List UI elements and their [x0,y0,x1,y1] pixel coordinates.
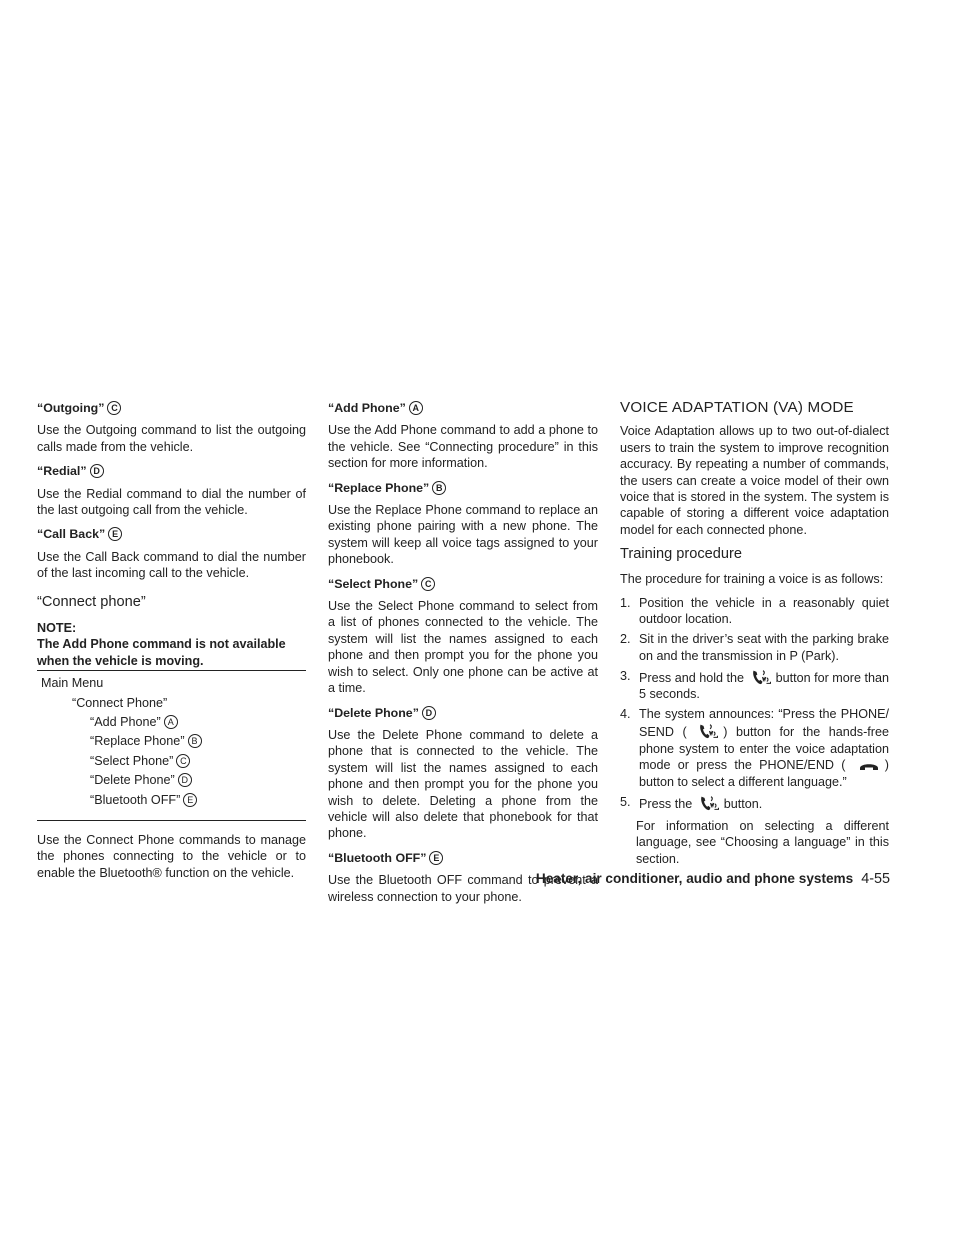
training-heading: Training procedure [620,546,742,563]
bluetooth-off-heading: “Bluetooth OFF” E [328,850,598,866]
menu-root: Main Menu [41,676,104,691]
column-right [620,398,889,867]
redial-text: Use the Redial command to dial the number of the last outgoing call from the vehicle. [37,486,306,518]
badge-e: E [183,793,197,807]
column-left [37,398,306,889]
badge-b: B [188,734,202,748]
badge-a: A [164,715,178,729]
page-number: 4-55 [861,871,890,887]
note-text: The Add Phone command is not available when the vehicle is moving. [37,636,306,671]
training-steps [620,595,889,812]
connect-phone-heading: “Connect phone” [37,593,146,610]
phone-end-icon [856,761,882,773]
menu-item-select: “Select Phone” C [37,752,306,771]
menu-item-bluetooth: “Bluetooth OFF” E [37,791,306,810]
va-mode-heading: VOICE ADAPTATION (VA) MODE [620,399,854,416]
step-1: 1. Position the vehicle in a reasonably quiet outdoor location. [620,596,889,627]
menu-parent: “Connect Phone” [72,695,168,710]
training-intro: The procedure for training a voice is as follows: [620,571,884,586]
redial-heading: “Redial” D [37,463,306,479]
step-4: 4. The system announces: “Press the PHONE/ SEND ( ) button for the hands-free phone system to enter the voice adaptation mode or press the PHONE/END ( ) button to select a different language.” [620,707,889,789]
badge-b: B [432,481,446,495]
outgoing-text: Use the Outgoing command to list the outgoing calls made from the vehicle. [37,423,306,454]
menu-item-replace: “Replace Phone” B [37,732,306,751]
step-2: 2. Sit in the driver’s seat with the parking brake on and the transmission in P (Park). [620,632,889,663]
replace-phone-text: Use the Replace Phone command to replace an existing phone pairing with a new phone. The system will keep all voice tags assigned to your phonebook. [328,503,598,567]
menu-tree [37,671,306,821]
step-3: 3. Press and hold the button for more than 5 seconds. [620,668,889,702]
badge-c: C [107,401,121,415]
page-footer [400,871,890,887]
delete-phone-heading: “Delete Phone” D [328,705,598,721]
phone-voice-icon [751,668,773,686]
badge-c: C [176,754,190,768]
select-phone-heading: “Select Phone” C [328,576,598,592]
phone-voice-icon [698,722,720,740]
badge-c: C [421,577,435,591]
callback-text: Use the Call Back command to dial the number of the last incoming call to the vehicle. [37,549,306,581]
delete-phone-text: Use the Delete Phone command to delete a phone that is connected to the vehicle. The system will list the names assigned to each phone and then prompt you for the phone you wish to delete. Deleting a phone from the vehicle will also delete that phonebook for that phone. [328,727,598,841]
badge-a: A [409,401,423,415]
menu-item-delete: “Delete Phone” D [37,771,306,790]
outgoing-heading: “Outgoing” C [37,400,306,416]
va-intro: Voice Adaptation allows up to two out-of-dialect users to train the system to improve recognition accuracy. By repeating a number of commands, the users can create a voice model of their own voice that is stored in the system. The system is capable of storing a different voice adaptation model for each connected phone. [620,424,889,537]
column-middle [328,398,598,913]
badge-d: D [90,464,104,478]
add-phone-text: Use the Add Phone command to add a phone to the vehicle. See “Connecting procedure” in this section for more information. [328,423,598,471]
badge-d: D [422,706,436,720]
menu-item-add: “Add Phone” A [37,713,306,732]
select-phone-text: Use the Select Phone command to select from a list of phones connected to the vehicle. The system will list the names assigned to each phone and then prompt you for the phone you wish to select. Only one phone can be active at a time. [328,599,598,696]
step-5: 5. Press the button. [620,794,763,811]
connect-phone-text: Use the Connect Phone commands to manage the phones connecting to the vehicle or to enable the Bluetooth® function on the vehicle. [37,833,306,880]
note-label: NOTE: [37,621,77,636]
badge-e: E [108,527,122,541]
badge-e: E [429,851,443,865]
section-title: Heater, air conditioner, audio and phone systems [535,871,854,886]
badge-d: D [178,773,192,787]
phone-voice-icon [699,794,721,812]
callback-heading: “Call Back” E [37,526,306,542]
bluetooth-off-text: Use the Bluetooth OFF command to prevent a wireless connection to your phone. [328,873,598,904]
add-phone-heading: “Add Phone” A [328,400,598,416]
language-info: For information on selecting a different language, see “Choosing a language” in this section. [636,818,889,866]
replace-phone-heading: “Replace Phone” B [328,480,598,496]
